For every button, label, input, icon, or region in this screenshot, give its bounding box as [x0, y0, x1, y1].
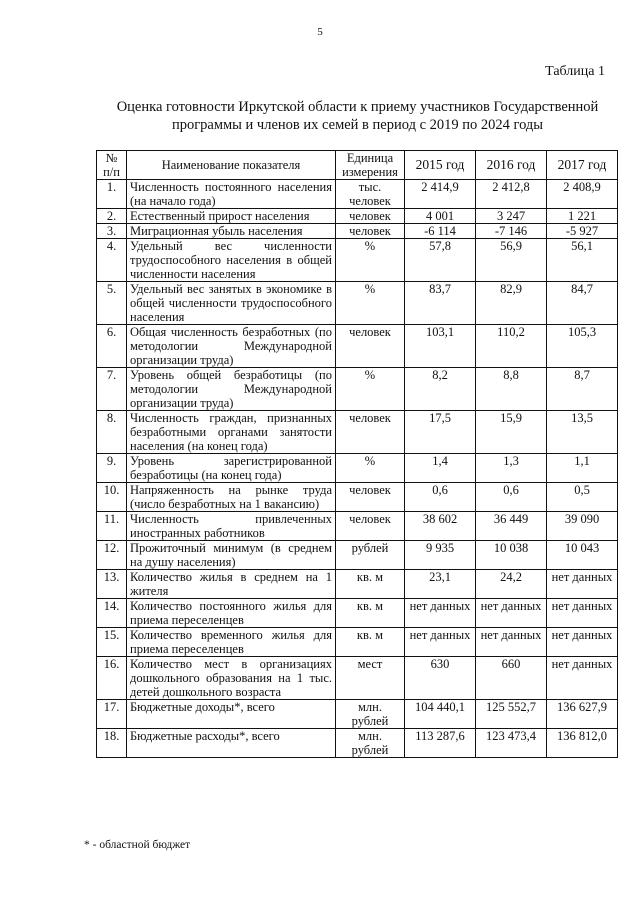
indicator-name: Миграционная убыль населения	[127, 224, 336, 239]
value-2015: 17,5	[405, 411, 476, 454]
value-2016: 660	[476, 657, 547, 700]
table-header-row	[97, 151, 618, 180]
value-2017: 1,1	[547, 454, 618, 483]
header-name: Наименование показателя	[127, 151, 336, 180]
table-row	[97, 239, 618, 282]
value-2016: 82,9	[476, 282, 547, 325]
header-2017: 2017 год	[547, 151, 618, 180]
value-2016: нет данных	[476, 628, 547, 657]
indicator-name: Удельный вес занятых в экономике в общей численности трудоспособного населения	[127, 282, 336, 325]
value-2017: 84,7	[547, 282, 618, 325]
row-number: 15.	[97, 628, 127, 657]
unit-cell: человек	[336, 209, 405, 224]
value-2016: 24,2	[476, 570, 547, 599]
table-row	[97, 570, 618, 599]
row-number: 10.	[97, 483, 127, 512]
table-row	[97, 541, 618, 570]
value-2017: 8,7	[547, 368, 618, 411]
value-2017: 56,1	[547, 239, 618, 282]
value-2015: нет данных	[405, 628, 476, 657]
value-2016: 56,9	[476, 239, 547, 282]
unit-cell: человек	[336, 512, 405, 541]
table-row	[97, 282, 618, 325]
value-2017: 10 043	[547, 541, 618, 570]
indicators-table	[96, 150, 618, 758]
value-2017: нет данных	[547, 657, 618, 700]
indicator-name: Удельный вес численности трудоспособного населения в общей численности населения	[127, 239, 336, 282]
indicator-name: Численность постоянного населения (на начало года)	[127, 180, 336, 209]
table-row	[97, 224, 618, 239]
value-2016: 2 412,8	[476, 180, 547, 209]
row-number: 3.	[97, 224, 127, 239]
table-row	[97, 599, 618, 628]
table-row	[97, 657, 618, 700]
value-2016: 0,6	[476, 483, 547, 512]
value-2015: 630	[405, 657, 476, 700]
table-row	[97, 209, 618, 224]
table-row	[97, 411, 618, 454]
table-row	[97, 454, 618, 483]
value-2017: 1 221	[547, 209, 618, 224]
indicator-name: Общая численность безработных (по методологии Международной организации труда)	[127, 325, 336, 368]
header-2015: 2015 год	[405, 151, 476, 180]
unit-cell: кв. м	[336, 628, 405, 657]
value-2016: нет данных	[476, 599, 547, 628]
indicator-name: Количество мест в организациях дошкольного образования на 1 тыс. детей дошкольного возраста	[127, 657, 336, 700]
header-2016: 2016 год	[476, 151, 547, 180]
table-row	[97, 729, 618, 758]
indicator-name: Количество жилья в среднем на 1 жителя	[127, 570, 336, 599]
row-number: 2.	[97, 209, 127, 224]
footnote: * - областной бюджет	[84, 839, 191, 851]
unit-cell: тыс. человек	[336, 180, 405, 209]
unit-cell: %	[336, 368, 405, 411]
indicator-name: Бюджетные расходы*, всего	[127, 729, 336, 758]
document-title: Оценка готовности Иркутской области к приему участников Государственной программы и членов их семей в период с 2019 по 2024 годы	[116, 99, 599, 133]
indicator-name: Прожиточный минимум (в среднем на душу населения)	[127, 541, 336, 570]
row-number: 1.	[97, 180, 127, 209]
unit-cell: кв. м	[336, 570, 405, 599]
value-2017: нет данных	[547, 599, 618, 628]
value-2015: 8,2	[405, 368, 476, 411]
indicator-name: Численность граждан, признанных безработными органами занятости населения (на конец года)	[127, 411, 336, 454]
table-row	[97, 180, 618, 209]
value-2015: 113 287,6	[405, 729, 476, 758]
value-2017: нет данных	[547, 570, 618, 599]
page-number: 5	[317, 26, 323, 38]
value-2015: 57,8	[405, 239, 476, 282]
value-2017: 2 408,9	[547, 180, 618, 209]
value-2017: 105,3	[547, 325, 618, 368]
value-2016: 8,8	[476, 368, 547, 411]
indicator-name: Бюджетные доходы*, всего	[127, 700, 336, 729]
row-number: 14.	[97, 599, 127, 628]
value-2017: 136 627,9	[547, 700, 618, 729]
value-2015: 83,7	[405, 282, 476, 325]
value-2017: 0,5	[547, 483, 618, 512]
value-2016: 15,9	[476, 411, 547, 454]
row-number: 17.	[97, 700, 127, 729]
value-2016: 3 247	[476, 209, 547, 224]
unit-cell: млн. рублей	[336, 700, 405, 729]
value-2017: 39 090	[547, 512, 618, 541]
value-2015: 0,6	[405, 483, 476, 512]
row-number: 5.	[97, 282, 127, 325]
unit-cell: человек	[336, 224, 405, 239]
value-2017: 13,5	[547, 411, 618, 454]
unit-cell: %	[336, 454, 405, 483]
table-row	[97, 512, 618, 541]
row-number: 8.	[97, 411, 127, 454]
indicator-name: Напряженность на рынке труда (число безработных на 1 вакансию)	[127, 483, 336, 512]
value-2015: 23,1	[405, 570, 476, 599]
value-2016: 110,2	[476, 325, 547, 368]
indicator-name: Естественный прирост населения	[127, 209, 336, 224]
unit-cell: млн. рублей	[336, 729, 405, 758]
header-unit: Единица измерения	[336, 151, 405, 180]
indicator-name: Уровень общей безработицы (по методологии Международной организации труда)	[127, 368, 336, 411]
value-2017: нет данных	[547, 628, 618, 657]
value-2015: 103,1	[405, 325, 476, 368]
unit-cell: рублей	[336, 541, 405, 570]
value-2016: 123 473,4	[476, 729, 547, 758]
unit-cell: мест	[336, 657, 405, 700]
value-2017: -5 927	[547, 224, 618, 239]
value-2015: 9 935	[405, 541, 476, 570]
value-2015: 38 602	[405, 512, 476, 541]
row-number: 18.	[97, 729, 127, 758]
value-2017: 136 812,0	[547, 729, 618, 758]
indicator-name: Уровень зарегистрированной безработицы (на конец года)	[127, 454, 336, 483]
unit-cell: %	[336, 282, 405, 325]
row-number: 11.	[97, 512, 127, 541]
header-no: № п/п	[97, 151, 127, 180]
indicator-name: Количество постоянного жилья для приема переселенцев	[127, 599, 336, 628]
row-number: 12.	[97, 541, 127, 570]
row-number: 4.	[97, 239, 127, 282]
row-number: 9.	[97, 454, 127, 483]
table-row	[97, 700, 618, 729]
unit-cell: человек	[336, 325, 405, 368]
table-label: Таблица 1	[545, 64, 605, 79]
value-2015: -6 114	[405, 224, 476, 239]
value-2015: 4 001	[405, 209, 476, 224]
table-row	[97, 368, 618, 411]
row-number: 6.	[97, 325, 127, 368]
value-2016: 1,3	[476, 454, 547, 483]
unit-cell: %	[336, 239, 405, 282]
unit-cell: человек	[336, 483, 405, 512]
table-row	[97, 325, 618, 368]
table-row	[97, 483, 618, 512]
value-2015: 1,4	[405, 454, 476, 483]
indicator-name: Численность привлеченных иностранных работников	[127, 512, 336, 541]
value-2016: 125 552,7	[476, 700, 547, 729]
unit-cell: кв. м	[336, 599, 405, 628]
table-row	[97, 628, 618, 657]
row-number: 7.	[97, 368, 127, 411]
unit-cell: человек	[336, 411, 405, 454]
value-2015: 104 440,1	[405, 700, 476, 729]
value-2015: 2 414,9	[405, 180, 476, 209]
value-2016: 36 449	[476, 512, 547, 541]
row-number: 13.	[97, 570, 127, 599]
row-number: 16.	[97, 657, 127, 700]
value-2016: -7 146	[476, 224, 547, 239]
table-body	[97, 180, 618, 758]
indicator-name: Количество временного жилья для приема переселенцев	[127, 628, 336, 657]
value-2015: нет данных	[405, 599, 476, 628]
value-2016: 10 038	[476, 541, 547, 570]
